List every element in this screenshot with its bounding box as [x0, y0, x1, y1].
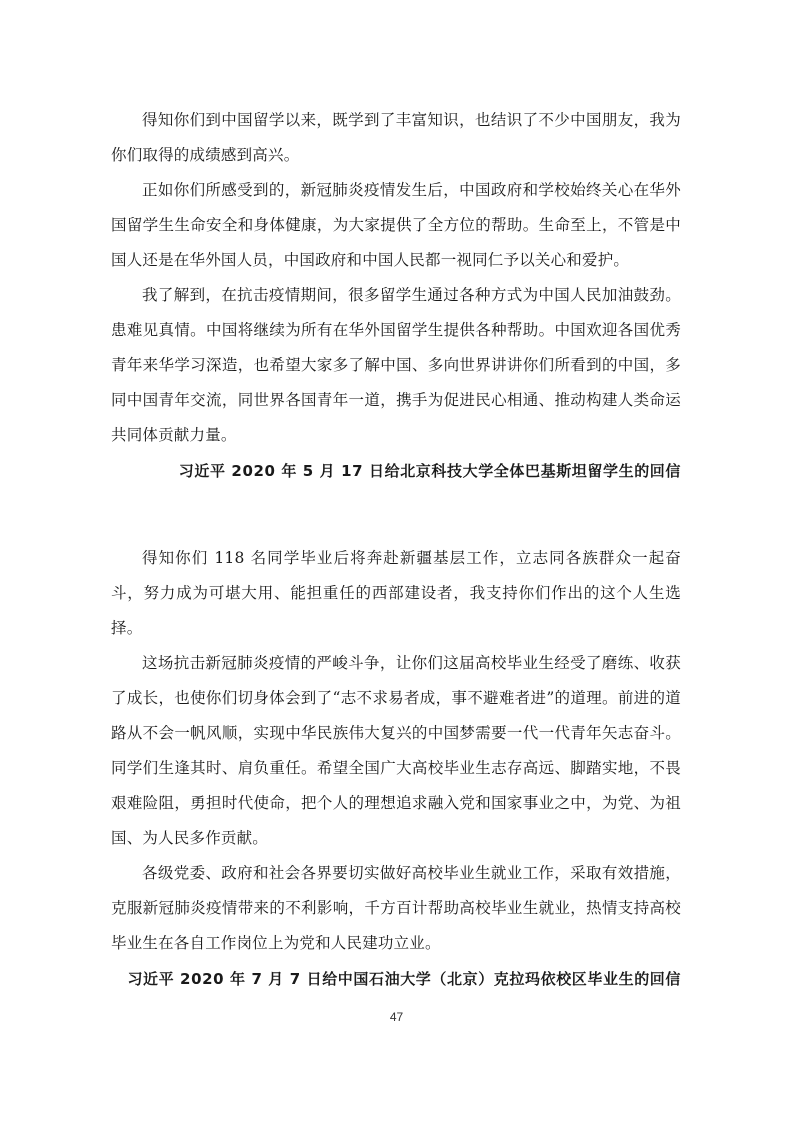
section-spacer: [111, 489, 681, 541]
body-paragraph: 各级党委、政府和社会各界要切实做好高校毕业生就业工作，采取有效措施，克服新冠肺炎疫情带来的不利影响，千方百计帮助高校毕业生就业，热情支持高校毕业生在各自工作岗位上为党和人民建功立业。: [111, 864, 681, 952]
letter-section: [111, 103, 681, 489]
letter-source-attribution: 习近平 2020 年 5 月 17 日给北京科技大学全体巴基斯坦留学生的回信: [178, 462, 681, 480]
page-content: [111, 103, 681, 997]
body-paragraph: 这场抗击新冠肺炎疫情的严峻斗争，让你们这届高校毕业生经受了磨练、收获了成长，也使你们切身体会到了“志不求易者成，事不避难者进”的道理。前进的道路从不会一帆风顺，实现中华民族伟大复兴的中国梦需要一代一代青年矢志奋斗。同学们生逢其时、肩负重任。希望全国广大高校毕业生志存高远、脚踏实地，不畏艰难险阻，勇担时代使命，把个人的理想追求融入党和国家事业之中，为党、为祖国、为人民多作贡献。: [111, 654, 681, 847]
body-paragraph: 得知你们到中国留学以来，既学到了丰富知识，也结识了不少中国朋友，我为你们取得的成绩感到高兴。: [111, 111, 681, 164]
letter-source-attribution: 习近平 2020 年 7 月 7 日给中国石油大学（北京）克拉玛依校区毕业生的回信: [127, 970, 681, 988]
letter-section: [111, 541, 681, 997]
body-paragraph: 正如你们所感受到的，新冠肺炎疫情发生后，中国政府和学校始终关心在华外国留学生生命安全和身体健康，为大家提供了全方位的帮助。生命至上，不管是中国人还是在华外国人员，中国政府和中国人民都一视同仁予以关心和爱护。: [111, 181, 681, 269]
body-paragraph: 得知你们 118 名同学毕业后将奔赴新疆基层工作，立志同各族群众一起奋斗，努力成为可堪大用、能担重任的西部建设者，我支持你们作出的这个人生选择。: [111, 549, 681, 637]
page-number: 47: [389, 1010, 404, 1024]
body-paragraph: 我了解到，在抗击疫情期间，很多留学生通过各种方式为中国人民加油鼓劲。患难见真情。中国将继续为所有在华外国留学生提供各种帮助。中国欢迎各国优秀青年来华学习深造，也希望大家多了解中国、多向世界讲讲你们所看到的中国，多同中国青年交流，同世界各国青年一道，携手为促进民心相通、推动构建人类命运共同体贡献力量。: [111, 286, 681, 444]
